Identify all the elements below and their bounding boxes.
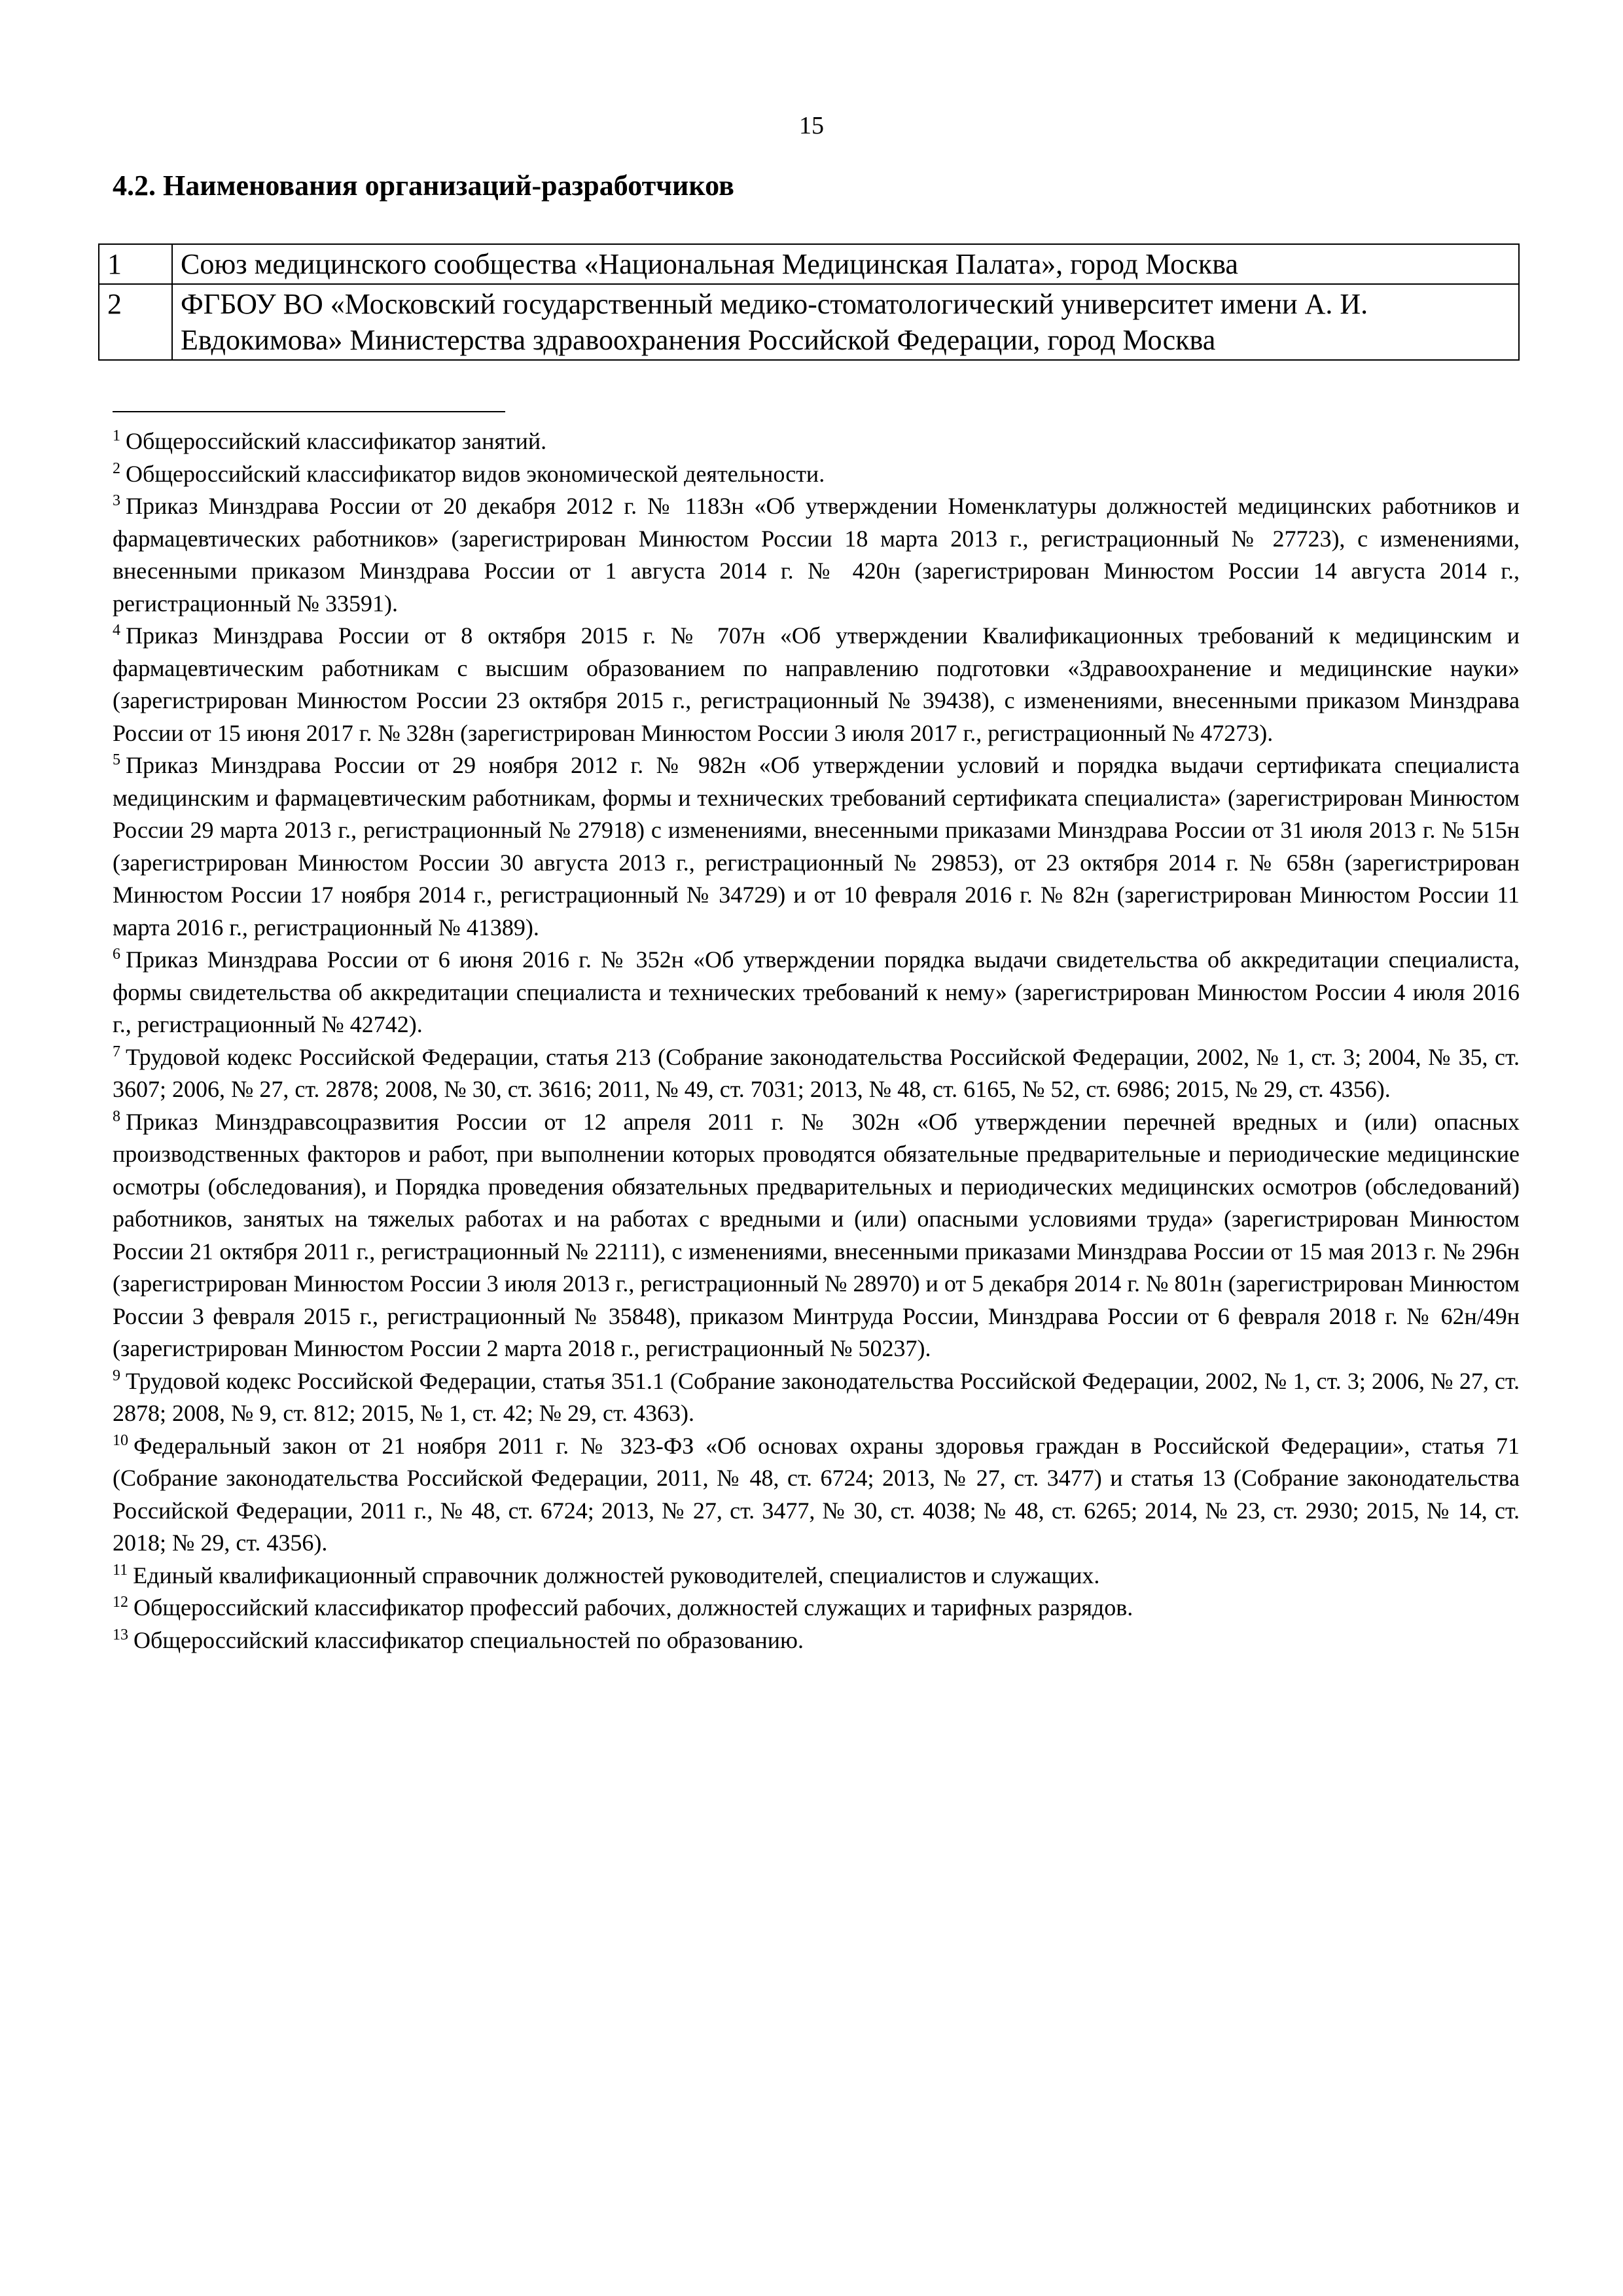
org-number: 1 — [99, 244, 172, 284]
footnote-text: Федеральный закон от 21 ноября 2011 г. № 323-ФЗ «Об основах охраны здоровья граждан в Российской Федерации», статья 71 (Собрание законодательства Российской Федерации, 2011, № 48, ст. 6724; 2013, № 27, ст. 3477) и статья 13 (Собрание законодательства Российской Федерации, 2011 г., № 48, ст. 6724; 2013, № 27, ст. 3477, № 30, ст. 4038; № 48, ст. 6265; 2014, № 23, ст. 2930; 2015, № 14, ст. 2018; № 29, ст. 4356). — [113, 1432, 1520, 1556]
footnote — [113, 490, 1520, 620]
footnote-text: Приказ Минздрава России от 29 ноября 2012 г. № 982н «Об утверждении условий и порядка выдачи сертификата специалиста медицинским и фармацевтическим работникам, формы и технических требований сертификата специалиста» (зарегистрирован Минюстом России 29 марта 2013 г., регистрационный № 27918) с изменениями, внесенными приказами Минздрава России от 31 июля 2013 г. № 515н (зарегистрирован Минюстом России 30 августа 2013 г., регистрационный № 29853), от 23 октября 2014 г. № 658н (зарегистрирован Минюстом России 17 ноября 2014 г., регистрационный № 34729) и от 10 февраля 2016 г. № 82н (зарегистрирован Минюстом России 11 марта 2016 г., регистрационный № 41389). — [113, 752, 1520, 941]
footnote-text: Приказ Минздрава России от 6 июня 2016 г. № 352н «Об утверждении порядка выдачи свидетельства об аккредитации специалиста, формы свидетельства об аккредитации специалиста и технических требований к нему» (зарегистрирован Минюстом России 4 июля 2016 г., регистрационный № 42742). — [113, 946, 1520, 1037]
footnote — [113, 1365, 1520, 1430]
table-row — [99, 244, 1519, 284]
footnote-text: Приказ Минздравсоцразвития России от 12 апреля 2011 г. № 302н «Об утверждении перечней вредных и (или) опасных производственных факторов и работ, при выполнении которых проводятся обязательные предварительные и периодические медицинские осмотры (обследования), и Порядка проведения обязательных предварительных и периодических медицинских осмотров (обследований) работников, занятых на тяжелых работах и на работах с вредными и (или) опасными условиями труда» (зарегистрирован Минюстом России 21 октября 2011 г., регистрационный № 22111), с изменениями, внесенными приказами Минздрава России от 15 мая 2013 г. № 296н (зарегистрирован Минюстом России 3 июля 2013 г., регистрационный № 28970) и от 5 декабря 2014 г. № 801н (зарегистрирован Минюстом России 3 февраля 2015 г., регистрационный № 35848), приказом Минтруда России, Минздрава России от 6 февраля 2018 г. № 62н/49н (зарегистрирован Минюстом России 2 марта 2018 г., регистрационный № 50237). — [113, 1108, 1520, 1361]
footnote — [113, 425, 1520, 458]
organizations-table — [98, 243, 1520, 361]
footnote — [113, 1430, 1520, 1560]
footnote-number: 9 — [113, 1367, 120, 1384]
footnotes — [113, 425, 1520, 1657]
footnote — [113, 620, 1520, 749]
table-row — [99, 284, 1519, 360]
org-name: ФГБОУ ВО «Московский государственный медико-стоматологический университет имени А. И. Евдокимова» Министерства здравоохранения Российской Федерации, город Москва — [172, 284, 1519, 360]
footnote-text: Приказ Минздрава России от 8 октября 2015 г. № 707н «Об утверждении Квалификационных требований к медицинским и фармацевтическим работникам с высшим образованием по направлению подготовки «Здравоохранение и медицинские науки» (зарегистрирован Минюстом России 23 октября 2015 г., регистрационный № 39438), с изменениями, внесенными приказом Минздрава России от 15 июня 2017 г. № 328н (зарегистрирован Минюстом России 3 июля 2017 г., регистрационный № 47273). — [113, 622, 1520, 746]
footnote-number: 13 — [113, 1626, 128, 1643]
footnote-text: Общероссийский классификатор занятий. — [126, 428, 547, 454]
footnote-number: 3 — [113, 492, 120, 509]
org-name: Союз медицинского сообщества «Национальная Медицинская Палата», город Москва — [172, 244, 1519, 284]
footnote — [113, 1041, 1520, 1106]
footnote-text: Трудовой кодекс Российской Федерации, статья 213 (Собрание законодательства Российской Федерации, 2002, № 1, ст. 3; 2004, № 35, ст. 3607; 2006, № 27, ст. 2878; 2008, № 30, ст. 3616; 2011, № 49, ст. 7031; 2013, № 48, ст. 6165, № 52, ст. 6986; 2015, № 29, ст. 4356). — [113, 1043, 1520, 1102]
org-number: 2 — [99, 284, 172, 360]
footnote-text: Единый квалификационный справочник должностей руководителей, специалистов и служащих. — [133, 1562, 1100, 1588]
footnote-number: 12 — [113, 1594, 128, 1611]
footnote — [113, 944, 1520, 1041]
footnote — [113, 1560, 1520, 1592]
footnote-text: Общероссийский классификатор видов экономической деятельности. — [126, 460, 825, 487]
page-number: 15 — [799, 112, 824, 139]
footnote-number: 10 — [113, 1431, 128, 1449]
footnote-number: 1 — [113, 427, 120, 444]
footnote-number: 5 — [113, 751, 120, 768]
footnote-text: Трудовой кодекс Российской Федерации, статья 351.1 (Собрание законодательства Российской Федерации, 2002, № 1, ст. 3; 2006, № 27, ст. 2878; 2008, № 9, ст. 812; 2015, № 1, ст. 42; № 29, ст. 4363). — [113, 1367, 1520, 1426]
footnote-text: Приказ Минздрава России от 20 декабря 2012 г. № 1183н «Об утверждении Номенклатуры должностей медицинских работников и фармацевтических работников» (зарегистрирован Минюстом России 18 марта 2013 г., регистрационный № 27723), с изменениями, внесенными приказом Минздрава России от 1 августа 2014 г. № 420н (зарегистрирован Минюстом России 14 августа 2014 г., регистрационный № 33591). — [113, 493, 1520, 617]
footnote-number: 6 — [113, 946, 120, 963]
footnote-text: Общероссийский классификатор профессий рабочих, должностей служащих и тарифных разрядов. — [134, 1594, 1133, 1621]
footnote-number: 2 — [113, 459, 120, 477]
footnote-number: 8 — [113, 1107, 120, 1125]
footnote — [113, 1106, 1520, 1365]
footnote — [113, 749, 1520, 944]
footnote-separator — [113, 411, 505, 412]
footnote — [113, 1624, 1520, 1657]
footnote — [113, 458, 1520, 491]
section-title: 4.2. Наименования организаций-разработчиков — [113, 170, 734, 202]
footnote-number: 7 — [113, 1043, 120, 1060]
footnote-number: 11 — [113, 1561, 128, 1579]
footnote — [113, 1592, 1520, 1624]
footnote-number: 4 — [113, 622, 120, 639]
footnote-text: Общероссийский классификатор специальностей по образованию. — [134, 1626, 804, 1653]
